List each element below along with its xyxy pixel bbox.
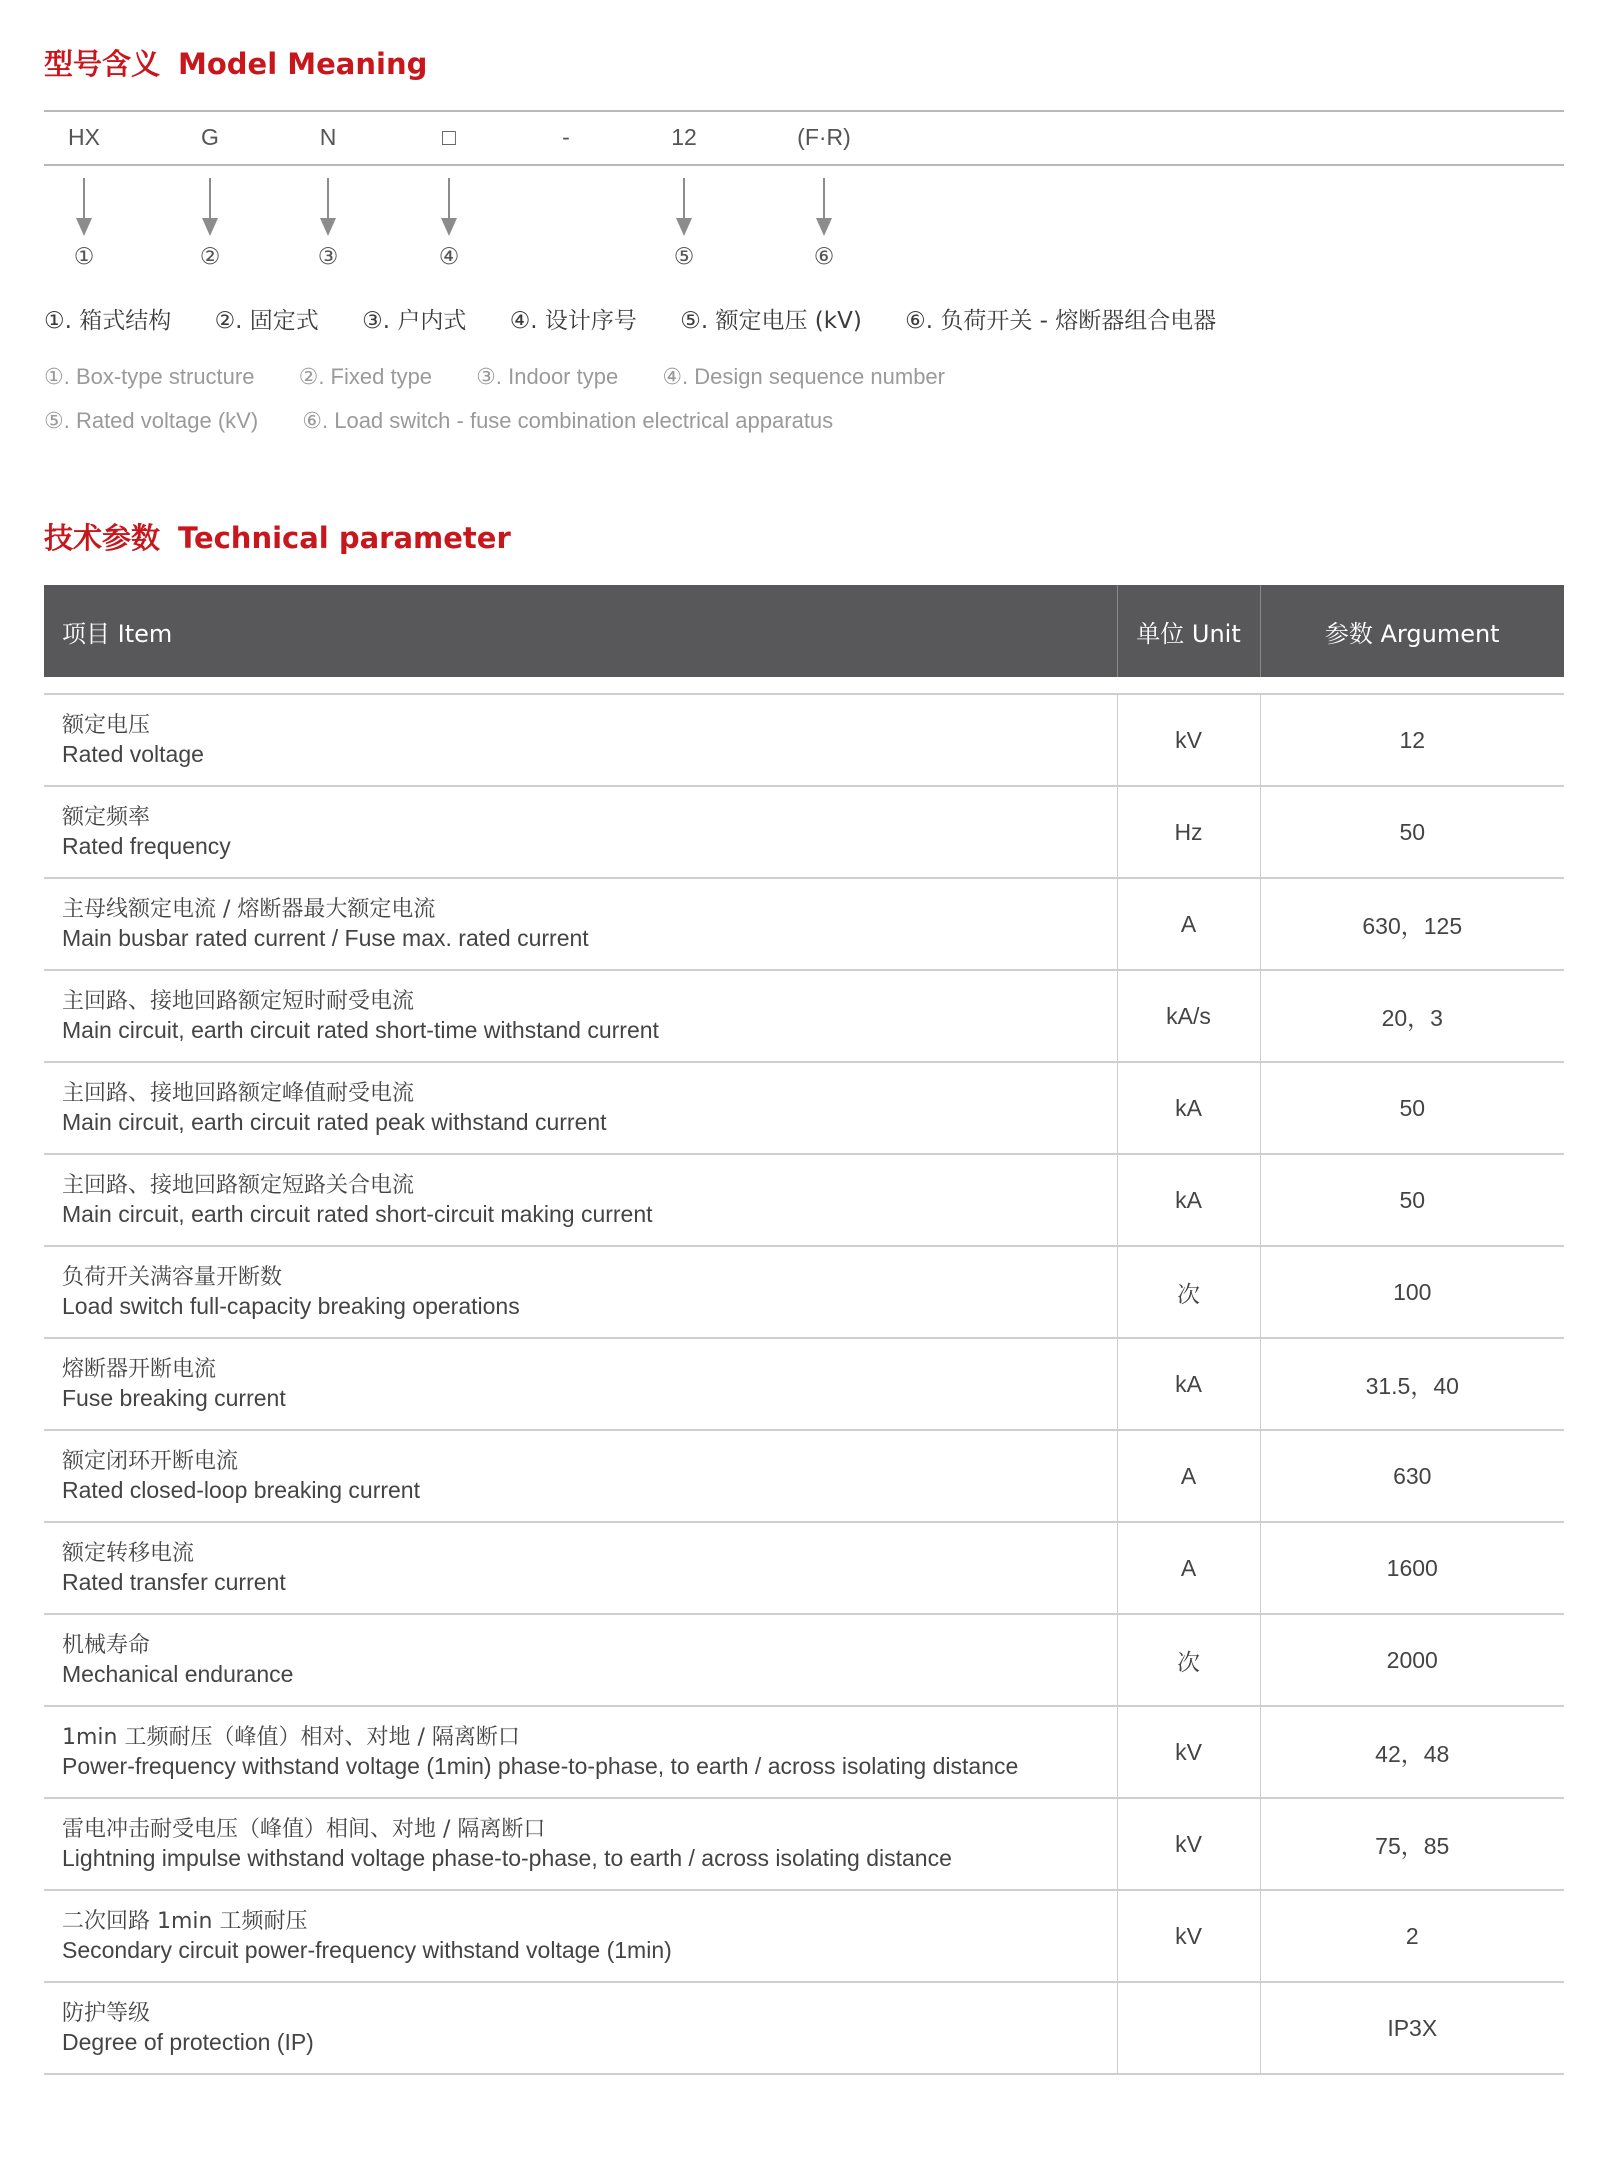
param-value-cell: 630	[1260, 1430, 1564, 1522]
param-value-cell: 31.5，40	[1260, 1338, 1564, 1430]
header-argument: 参数 Argument	[1260, 585, 1564, 677]
param-item-cell	[44, 1706, 1117, 1798]
param-item-cell	[44, 1430, 1117, 1522]
param-unit-cell: 次	[1117, 1614, 1260, 1706]
legend-en-line-1	[44, 364, 983, 390]
legend-cn-item: ②. 固定式	[214, 308, 319, 334]
legend-en-item: ①. Box-type structure	[44, 364, 255, 389]
param-value-cell: 20，3	[1260, 970, 1564, 1062]
table-row	[44, 1706, 1564, 1798]
legend-en-line-2	[44, 408, 871, 434]
param-item-cell	[44, 1338, 1117, 1430]
table-row	[44, 786, 1564, 878]
table-row	[44, 694, 1564, 786]
param-name-en: Load switch full-capacity breaking operations	[62, 1293, 520, 1319]
param-name-cn: 额定转移电流	[62, 1541, 195, 1566]
model-code-bar	[44, 110, 1564, 166]
technical-parameter-title	[44, 516, 511, 557]
circled-number-4: ④	[438, 244, 460, 270]
legend-cn-item: ⑥. 负荷开关 - 熔断器组合电器	[905, 308, 1217, 334]
param-unit-cell: A	[1117, 878, 1260, 970]
circled-number-6: ⑥	[813, 244, 835, 270]
table-row	[44, 1338, 1564, 1430]
param-value-cell: 75，85	[1260, 1798, 1564, 1890]
param-name-cn: 防护等级	[62, 2001, 151, 2026]
param-name-en: Power-frequency withstand voltage (1min) phase-to-phase, to earth / across isolating distance	[62, 1753, 1019, 1779]
param-value-cell: 50	[1260, 1062, 1564, 1154]
param-item-cell	[44, 1522, 1117, 1614]
table-row	[44, 970, 1564, 1062]
param-item-cell	[44, 694, 1117, 786]
param-name-en: Main busbar rated current / Fuse max. rated current	[62, 925, 589, 951]
param-value-cell: 42，48	[1260, 1706, 1564, 1798]
legend-en-item: ④. Design sequence number	[662, 364, 945, 389]
param-unit-cell: kA	[1117, 1154, 1260, 1246]
legend-en-item: ②. Fixed type	[298, 364, 433, 389]
legend-cn-item: ④. 设计序号	[509, 308, 637, 334]
param-value-cell: 1600	[1260, 1522, 1564, 1614]
param-value-cell: 50	[1260, 786, 1564, 878]
legend-en-item: ⑤. Rated voltage (kV)	[44, 408, 259, 433]
param-unit-cell: A	[1117, 1522, 1260, 1614]
table-row	[44, 878, 1564, 970]
param-item-cell	[44, 1982, 1117, 2074]
param-name-cn: 主母线额定电流 / 熔断器最大额定电流	[62, 897, 436, 922]
param-unit-cell: kV	[1117, 1798, 1260, 1890]
param-item-cell	[44, 1890, 1117, 1982]
code-part-hx: HX	[68, 124, 100, 150]
code-part-box: □	[442, 124, 456, 150]
param-name-cn: 1min 工频耐压（峰值）相对、对地 / 隔离断口	[62, 1725, 520, 1750]
param-name-en: Main circuit, earth circuit rated peak withstand current	[62, 1109, 607, 1135]
param-item-cell	[44, 786, 1117, 878]
down-arrow-icon	[72, 178, 96, 236]
param-name-en: Secondary circuit power-frequency withstand voltage (1min)	[62, 1937, 672, 1963]
param-name-en: Rated frequency	[62, 833, 231, 859]
param-item-cell	[44, 970, 1117, 1062]
param-unit-cell	[1117, 1982, 1260, 2074]
param-name-cn: 额定闭环开断电流	[62, 1449, 239, 1474]
param-item-cell	[44, 1154, 1117, 1246]
legend-cn-item: ③. 户内式	[362, 308, 467, 334]
legend-cn	[44, 302, 1252, 335]
down-arrow-icon	[812, 178, 836, 236]
circled-number-1: ①	[73, 244, 95, 270]
param-name-en: Mechanical endurance	[62, 1661, 294, 1687]
technical-parameter-title-cn: 技术参数	[44, 521, 161, 555]
param-item-cell	[44, 878, 1117, 970]
param-unit-cell: kV	[1117, 1890, 1260, 1982]
param-value-cell: 2	[1260, 1890, 1564, 1982]
param-unit-cell: Hz	[1117, 786, 1260, 878]
down-arrow-icon	[437, 178, 461, 236]
param-name-cn: 主回路、接地回路额定短时耐受电流	[62, 989, 415, 1014]
param-name-cn: 二次回路 1min 工频耐压	[62, 1909, 308, 1934]
param-name-cn: 额定频率	[62, 805, 151, 830]
param-name-en: Rated closed-loop breaking current	[62, 1477, 420, 1503]
param-item-cell	[44, 1614, 1117, 1706]
param-name-en: Lightning impulse withstand voltage phase-to-phase, to earth / across isolating distance	[62, 1845, 952, 1871]
down-arrow-icon	[672, 178, 696, 236]
param-name-cn: 熔断器开断电流	[62, 1357, 217, 1382]
param-unit-cell: kA	[1117, 1338, 1260, 1430]
param-value-cell: IP3X	[1260, 1982, 1564, 2074]
header-item: 项目 Item	[44, 585, 1117, 677]
param-name-en: Degree of protection (IP)	[62, 2029, 314, 2055]
legend-cn-item: ①. 箱式结构	[44, 308, 172, 334]
param-unit-cell: kV	[1117, 694, 1260, 786]
legend-en-item: ⑥. Load switch - fuse combination electrical apparatus	[302, 408, 834, 433]
table-row	[44, 1798, 1564, 1890]
param-name-cn: 主回路、接地回路额定峰值耐受电流	[62, 1081, 415, 1106]
param-name-cn: 负荷开关满容量开断数	[62, 1265, 283, 1290]
table-row	[44, 1982, 1564, 2074]
param-name-en: Rated voltage	[62, 741, 204, 767]
table-row	[44, 1614, 1564, 1706]
parameter-table	[44, 585, 1564, 2075]
param-unit-cell: kA	[1117, 1062, 1260, 1154]
code-part-n: N	[319, 124, 337, 150]
param-name-en: Rated transfer current	[62, 1569, 286, 1595]
param-unit-cell: kV	[1117, 1706, 1260, 1798]
table-row	[44, 1430, 1564, 1522]
param-item-cell	[44, 1798, 1117, 1890]
model-meaning-title	[44, 42, 427, 83]
model-meaning-title-en: Model Meaning	[178, 47, 428, 81]
param-value-cell: 100	[1260, 1246, 1564, 1338]
table-row	[44, 1890, 1564, 1982]
param-name-cn: 机械寿命	[62, 1633, 151, 1658]
legend-en-item: ③. Indoor type	[476, 364, 619, 389]
table-row	[44, 1246, 1564, 1338]
circled-number-5: ⑤	[673, 244, 695, 270]
circled-number-3: ③	[317, 244, 339, 270]
code-part-g: G	[201, 124, 219, 150]
param-name-cn: 额定电压	[62, 713, 151, 738]
param-item-cell	[44, 1062, 1117, 1154]
param-value-cell: 12	[1260, 694, 1564, 786]
param-unit-cell: A	[1117, 1430, 1260, 1522]
table-row	[44, 1522, 1564, 1614]
down-arrow-icon	[316, 178, 340, 236]
circled-number-2: ②	[199, 244, 221, 270]
param-value-cell: 50	[1260, 1154, 1564, 1246]
table-row	[44, 1154, 1564, 1246]
legend-cn-item: ⑤. 额定电压 (kV)	[680, 308, 862, 334]
param-unit-cell: 次	[1117, 1246, 1260, 1338]
param-name-en: Main circuit, earth circuit rated short-circuit making current	[62, 1201, 653, 1227]
technical-parameter-title-en: Technical parameter	[178, 521, 511, 555]
down-arrow-icon	[198, 178, 222, 236]
code-part-dash: -	[562, 124, 570, 150]
param-name-en: Main circuit, earth circuit rated short-time withstand current	[62, 1017, 659, 1043]
param-value-cell: 2000	[1260, 1614, 1564, 1706]
param-value-cell: 630，125	[1260, 878, 1564, 970]
model-meaning-title-cn: 型号含义	[44, 47, 161, 81]
param-unit-cell: kA/s	[1117, 970, 1260, 1062]
code-part-fr: (F·R)	[797, 124, 851, 150]
table-header-row	[44, 585, 1564, 677]
code-part-12: 12	[671, 124, 697, 150]
param-name-cn: 雷电冲击耐受电压（峰值）相间、对地 / 隔离断口	[62, 1817, 546, 1842]
param-item-cell	[44, 1246, 1117, 1338]
header-unit: 单位 Unit	[1117, 585, 1260, 677]
table-row	[44, 1062, 1564, 1154]
param-name-cn: 主回路、接地回路额定短路关合电流	[62, 1173, 415, 1198]
param-name-en: Fuse breaking current	[62, 1385, 286, 1411]
